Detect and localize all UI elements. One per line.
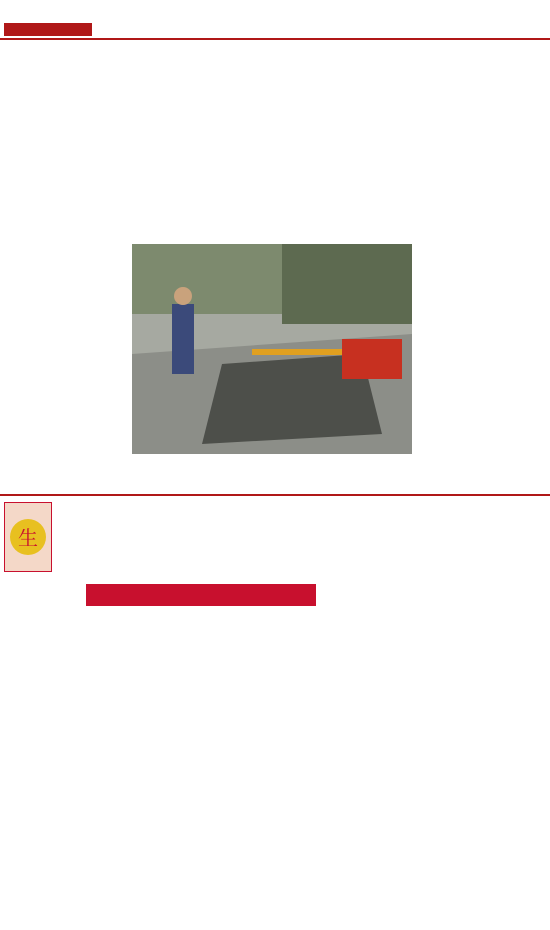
- classified-logo-box: [4, 502, 52, 572]
- classified-grid: [2, 612, 548, 930]
- header-rule: [0, 38, 550, 40]
- article-col-2: [135, 142, 258, 238]
- page-header: [0, 0, 550, 40]
- classified-top: [0, 494, 550, 578]
- education-ads: [134, 500, 548, 578]
- article-col-1: [8, 142, 128, 238]
- story2-body: [8, 338, 126, 466]
- svg-text:生: 生: [18, 526, 38, 550]
- classified-logo-icon: [5, 503, 51, 571]
- article-col-3: [265, 142, 393, 238]
- story4-body: [420, 358, 545, 488]
- news-photo: [132, 244, 412, 454]
- finance-banner: [0, 582, 550, 610]
- story3-body: [420, 198, 545, 306]
- subsection-label: [4, 23, 92, 36]
- banner-phone: [86, 584, 316, 606]
- photo-image: [132, 244, 412, 454]
